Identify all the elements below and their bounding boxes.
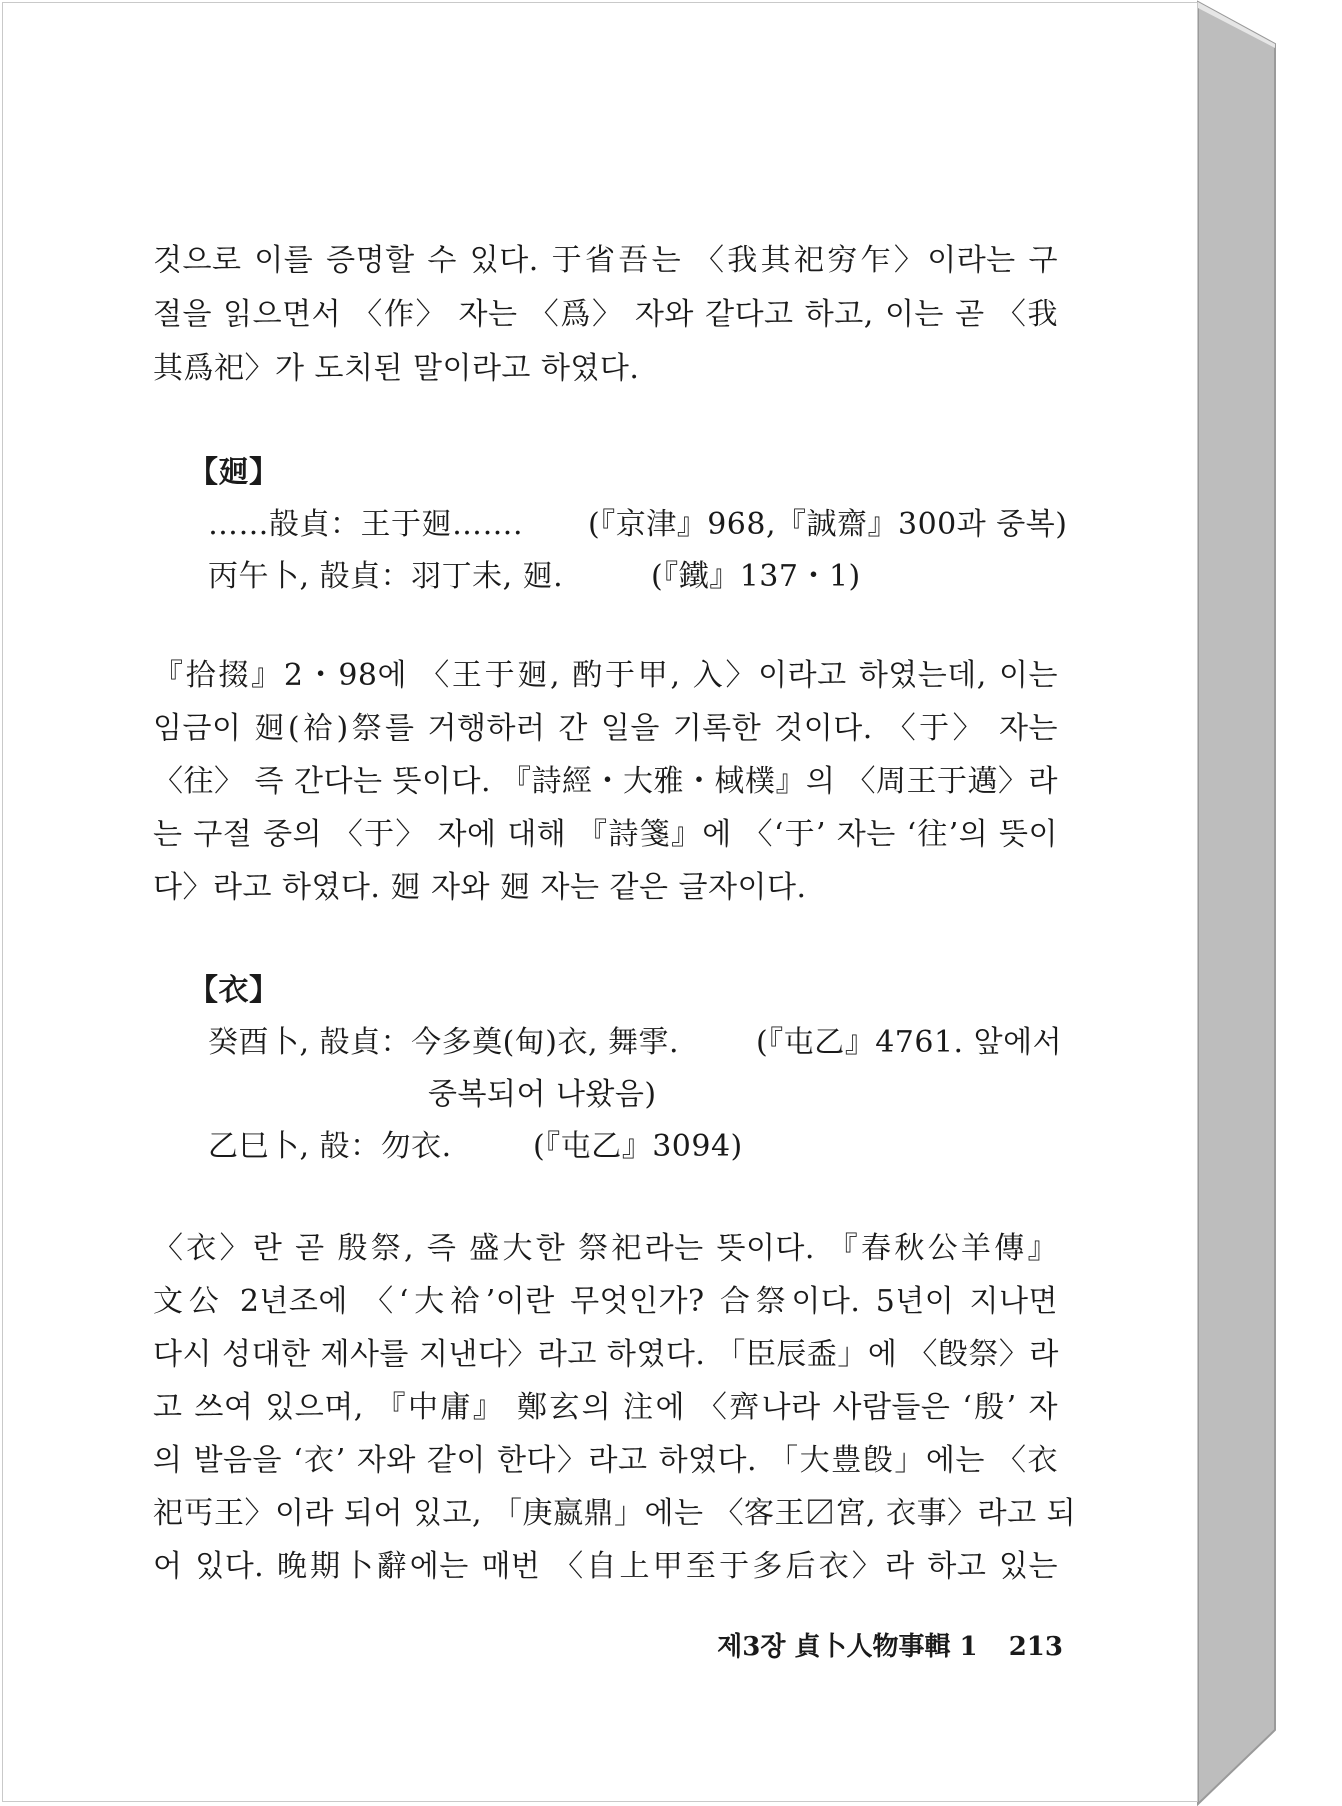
inscription-source: (『屯乙』4761. 앞에서 bbox=[756, 1025, 1063, 1060]
paragraph-line: 다시 성대한 제사를 지낸다〉라고 하였다. 「臣辰盉」에 〈𣪘祭〉라 bbox=[153, 1337, 1059, 1372]
section-heading: 【衣】 bbox=[188, 973, 280, 1008]
paragraph-line: 其爲祀〉가 도치된 말이라고 하였다. bbox=[153, 351, 640, 386]
paragraph-line: 祀丐王〉이라 되어 있고, 「庚嬴鼎」에는 〈客王〼宮, 衣事〉라고 되 bbox=[153, 1496, 1077, 1531]
inscription-source: 중복되어 나왔음) bbox=[428, 1077, 657, 1112]
inscription-source: (『鐵』137・1) bbox=[651, 559, 861, 594]
inscription-text: 丙午卜, 㱿貞：羽丁未, 㢠. bbox=[208, 559, 564, 594]
paragraph-line: 어 있다. 晚期卜辭에는 매번 〈自上甲至于多后衣〉라 하고 있는 bbox=[153, 1549, 1058, 1584]
paragraph-line: 의 발음을 ‘衣’ 자와 같이 한다〉라고 하였다. 「大豊𣪘」에는 〈衣 bbox=[153, 1443, 1058, 1478]
section-heading: 【㢠】 bbox=[188, 455, 280, 490]
inscription-text: 癸酉卜, 㱿貞：今多奠(甸)衣, 舞𩁹. bbox=[208, 1025, 680, 1060]
paragraph-line: 〈往〉 즉 간다는 뜻이다. 『詩經・大雅・棫樸』의 〈周王于邁〉라 bbox=[153, 764, 1059, 799]
paragraph-line: 임금이 㢠(祫)祭를 거행하러 간 일을 기록한 것이다. 〈于〉 자는 bbox=[153, 711, 1058, 746]
paragraph-line: 는 구절 중의 〈于〉 자에 대해 『詩箋』에 〈‘于’ 자는 ‘往’의 뜻이 bbox=[153, 817, 1058, 852]
inscription-text: 乙巳卜, 㱿：勿衣. bbox=[208, 1129, 452, 1164]
paragraph-line: 절을 읽으면서 〈作〉 자는 〈爲〉 자와 같다고 하고, 이는 곧 〈我 bbox=[153, 297, 1058, 332]
paragraph-line: 『拾掇』2・98에 〈王于㢠, 酌于甲, 入〉이라고 하였는데, 이는 bbox=[153, 658, 1058, 693]
book-page bbox=[2, 2, 1198, 1802]
paragraph-line: 고 쓰여 있으며, 『中庸』 鄭玄의 注에 〈齊나라 사람들은 ‘殷’ 자 bbox=[153, 1390, 1058, 1425]
paragraph-line: 〈衣〉란 곧 殷祭, 즉 盛大한 祭祀라는 뜻이다. 『春秋公羊傳』 bbox=[153, 1231, 1058, 1266]
page-footer bbox=[683, 1626, 1063, 1663]
paragraph-line: 것으로 이를 증명할 수 있다. 于省吾는 〈我其祀穷乍〉이라는 구 bbox=[153, 243, 1058, 278]
inscription-source: (『京津』968,『誠齋』300과 중복) bbox=[588, 507, 1068, 542]
paragraph-line: 文公 2년조에 〈‘大祫’이란 무엇인가? 合祭이다. 5년이 지나면 bbox=[153, 1284, 1058, 1319]
inscription-text: ……㱿貞：王于㢠……. bbox=[208, 507, 524, 542]
chapter-title: 제3장 貞卜人物事輯 1 bbox=[717, 1632, 978, 1662]
paragraph-line: 다〉라고 하였다. 㢠 자와 㢠 자는 같은 글자이다. bbox=[153, 870, 807, 905]
page-number: 213 bbox=[1008, 1632, 1063, 1662]
inscription-source: (『屯乙』3094) bbox=[533, 1129, 743, 1164]
